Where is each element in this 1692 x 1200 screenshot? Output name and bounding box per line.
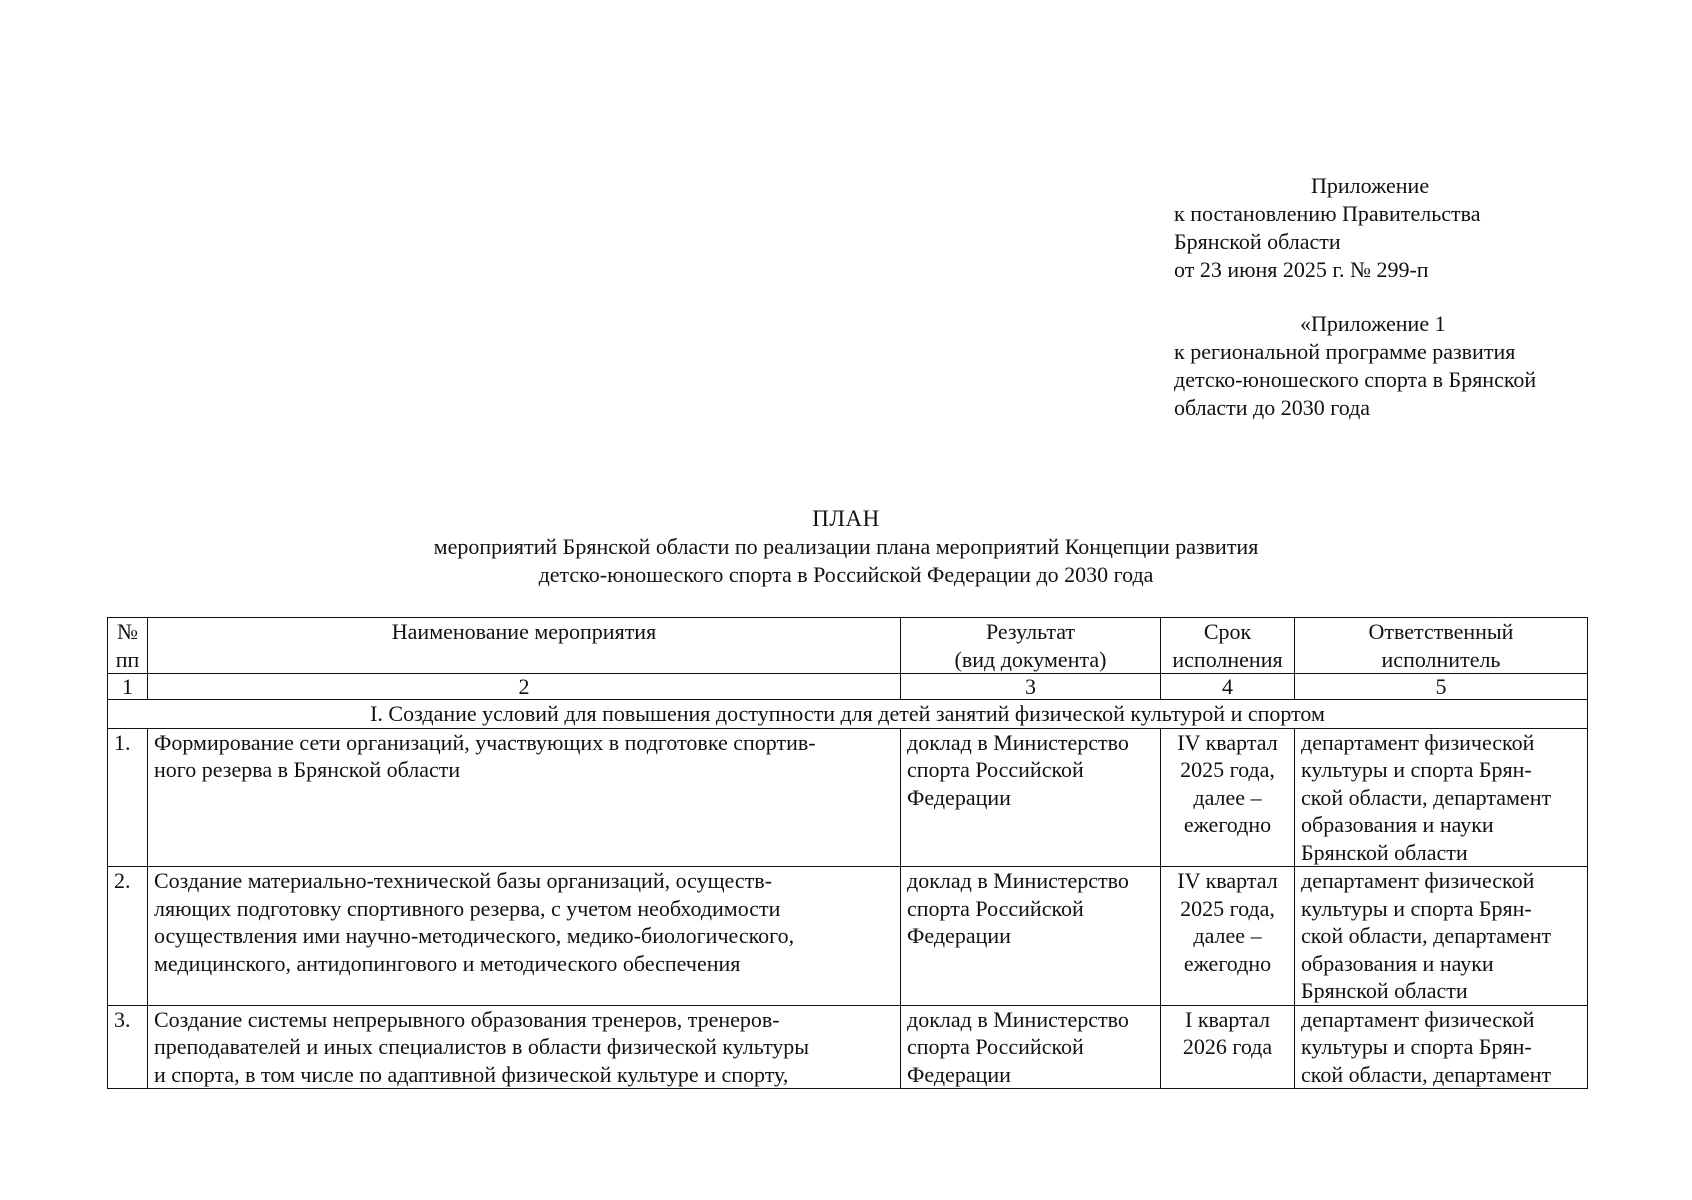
program-appendix-reference	[1174, 310, 1536, 422]
plan-title-block	[0, 505, 1692, 589]
row-result: доклад в Министерство спорта Российской Федерации	[901, 1005, 1161, 1089]
row-name: Формирование сети организаций, участвующих в подготовке спортив- ного резерва в Брянской области	[148, 728, 901, 867]
header-num: № пп	[108, 618, 148, 674]
column-number: 5	[1295, 674, 1588, 700]
row-number: 1.	[108, 728, 148, 867]
section-row	[108, 700, 1588, 729]
section-title: I. Создание условий для повышения доступности для детей занятий физической культурой и спортом	[108, 700, 1588, 729]
table-header-row	[108, 618, 1588, 674]
row-name: Создание системы непрерывного образования тренеров, тренеров- преподавателей и иных специалистов в области физической культуры и спорта, в том числе по адаптивной физической культуре и спорту,	[148, 1005, 901, 1089]
program-appendix-label: «Приложение 1	[1300, 311, 1446, 336]
row-deadline: I квартал 2026 года	[1161, 1005, 1295, 1089]
appendix-label: Приложение	[1311, 173, 1430, 198]
appendix-region-line: Брянской области	[1174, 229, 1341, 254]
header-result: Результат (вид документа)	[901, 618, 1161, 674]
column-number: 4	[1161, 674, 1295, 700]
plan-table	[107, 617, 1588, 1089]
row-result: доклад в Министерство спорта Российской Федерации	[901, 867, 1161, 1006]
header-responsible: Ответственный исполнитель	[1295, 618, 1588, 674]
table-row	[108, 867, 1588, 1006]
row-responsible: департамент физической культуры и спорта Брян- ской области, департамент образования и науки Брянской области	[1295, 728, 1588, 867]
header-name: Наименование мероприятия	[148, 618, 901, 674]
row-number: 3.	[108, 1005, 148, 1089]
row-responsible: департамент физической культуры и спорта Брян- ской области, департамент	[1295, 1005, 1588, 1089]
table-row	[108, 1005, 1588, 1089]
column-number-row	[108, 674, 1588, 700]
program-appendix-line-2: к региональной программе развития	[1174, 339, 1516, 364]
table-row	[108, 728, 1588, 867]
column-number: 3	[901, 674, 1161, 700]
row-deadline: IV квартал 2025 года, далее – ежегодно	[1161, 728, 1295, 867]
row-result: доклад в Министерство спорта Российской Федерации	[901, 728, 1161, 867]
row-deadline: IV квартал 2025 года, далее – ежегодно	[1161, 867, 1295, 1006]
row-name: Создание материально-технической базы организаций, осуществ- ляющих подготовку спортивного резерва, с учетом необходимости осуществления ими научно-методического, медико-биологического, медицинского, антидопингового и методического обеспечения	[148, 867, 901, 1006]
plan-subtitle-line-1: мероприятий Брянской области по реализации плана мероприятий Концепции развития	[433, 534, 1259, 559]
plan-heading: ПЛАН	[812, 506, 880, 531]
plan-subtitle-line-2: детско-юношеского спорта в Российской Федерации до 2030 года	[538, 562, 1154, 587]
column-number: 2	[148, 674, 901, 700]
column-number: 1	[108, 674, 148, 700]
appendix-decree-line: к постановлению Правительства	[1174, 201, 1481, 226]
program-appendix-line-4: области до 2030 года	[1174, 395, 1371, 420]
header-deadline: Срок исполнения	[1161, 618, 1295, 674]
row-responsible: департамент физической культуры и спорта Брян- ской области, департамент образования и науки Брянской области	[1295, 867, 1588, 1006]
appendix-date-number: от 23 июня 2025 г. № 299-п	[1174, 257, 1429, 282]
appendix-reference	[1174, 172, 1480, 284]
program-appendix-line-3: детско-юношеского спорта в Брянской	[1174, 367, 1537, 392]
row-number: 2.	[108, 867, 148, 1006]
